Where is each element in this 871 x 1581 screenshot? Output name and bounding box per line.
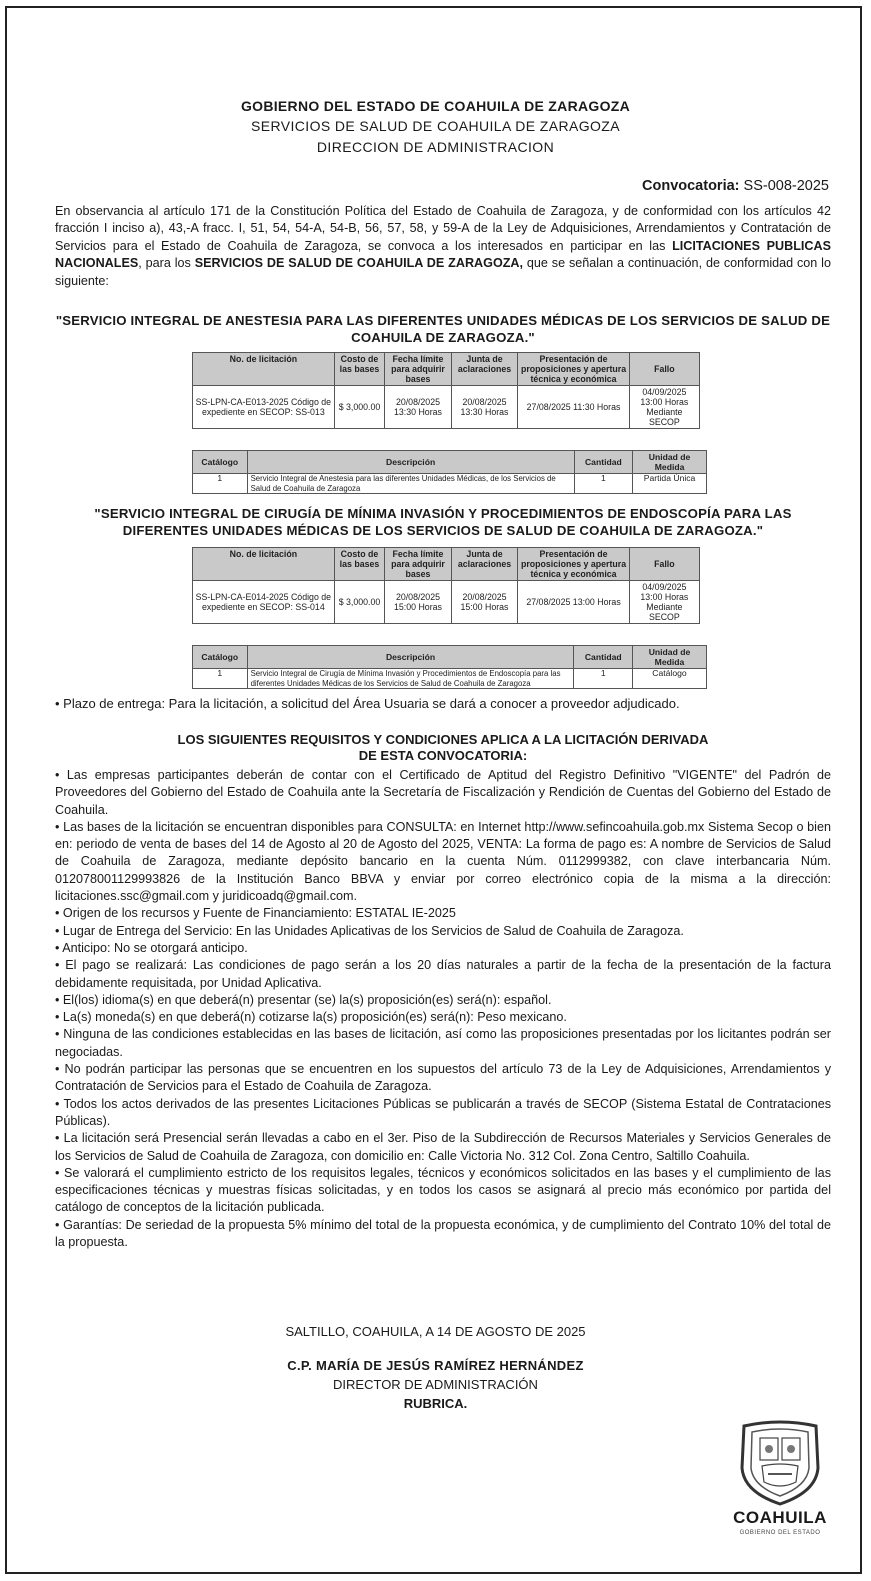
requirements-title-line-2: DE ESTA CONVOCATORIA: — [358, 748, 528, 763]
cell-costo: $ 3,000.00 — [334, 386, 385, 429]
cell-descripcion: Servicio Integral de Anestesia para las diferentes Unidades Médicas, de los Servicios de Salud de Coahuila de Zaragoza — [247, 474, 574, 494]
convocatoria-value: SS-008-2025 — [743, 178, 829, 194]
signer-role: DIRECTOR DE ADMINISTRACIÓN — [333, 1377, 538, 1392]
cell-licitacion: SS-LPN-CA-E014-2025 Código de expediente en SECOP: SS-014 — [193, 581, 335, 624]
cell-fecha-limite: 20/08/2025 13:30 Horas — [385, 386, 451, 429]
coahuila-brand-subtitle: GOBIERNO DEL ESTADO — [739, 1530, 821, 1536]
cell-unidad: Partida Única — [633, 474, 707, 494]
table-row — [193, 386, 700, 429]
cell-presentacion: 27/08/2025 13:00 Horas — [518, 581, 629, 624]
requirement-item: • Las bases de la licitación se encuentran disponibles para CONSULTA: en Internet http://www.sefincoahuila.gob.mx Sistema Secop o bien en: periodo de venta de bases del 14 de Agosto al 20 de Agosto del 2025, VENTA: La forma de pago es: A nombre de Servicios de Salud de Coahuila de Zaragoza, mediante depósito bancario en la cuenta Núm. 0112999382, con clave interbancaria Núm. 012078001129993826 de la Institución Banco BBVA y enviar por correo electrónico copia de la misma a la dirección: licitaciones.ssc@gmail.com y juridicoadq@gmail.com. — [55, 819, 831, 904]
service-title-1: "SERVICIO INTEGRAL DE ANESTESIA PARA LAS DIFERENTES UNIDADES MÉDICAS DE LOS SERVICIOS DE SALUD DE COAHUILA DE ZARAGOZA." — [55, 313, 831, 345]
intro-bold-2: SERVICIOS DE SALUD DE COAHUILA DE ZARAGOZA, — [194, 256, 524, 271]
table-row — [193, 581, 700, 624]
requirements-list — [55, 767, 831, 1251]
cell-unidad: Catálogo — [632, 669, 706, 689]
col-descripcion: Descripción — [247, 646, 574, 669]
cell-catalogo: 1 — [193, 669, 248, 689]
requirement-item: • La licitación será Presencial serán llevadas a cabo en el 3er. Piso de la Subdirección de Recursos Materiales y Servicios Generales de los Servicios de Salud de Coahuila de Zaragoza, con domicilio en: Calle Victoria No. 312 Col. Zona Centro, Saltillo Coahuila. — [55, 1131, 831, 1163]
cell-fallo: 04/09/2025 13:00 Horas Mediante SECOP — [629, 386, 699, 429]
requirement-item: • La(s) moneda(s) en que deberá(n) cotizarse la(s) proposición(es) será(n): Peso mexicano. — [55, 1010, 567, 1025]
signer-name: C.P. MARÍA DE JESÚS RAMÍREZ HERNÁNDEZ — [287, 1358, 584, 1373]
cell-presentacion: 27/08/2025 11:30 Horas — [518, 386, 629, 429]
requirement-item: • Ninguna de las condiciones establecidas en las bases de licitación, así como las proposiciones presentadas por los licitantes podrán ser negociadas. — [55, 1027, 831, 1059]
intro-paragraph — [55, 203, 831, 290]
col-fallo: Fallo — [629, 548, 699, 581]
cell-junta: 20/08/2025 15:00 Horas — [451, 581, 518, 624]
signer-rubrica: RUBRICA. — [403, 1396, 468, 1411]
cell-licitacion: SS-LPN-CA-E013-2025 Código de expediente en SECOP: SS-013 — [193, 386, 335, 429]
requirements-title-line-1: LOS SIGUIENTES REQUISITOS Y CONDICIONES APLICA A LA LICITACIÓN DERIVADA — [177, 732, 709, 747]
requirement-item: • Anticipo: No se otorgará anticipo. — [55, 940, 248, 955]
place-and-date: SALTILLO, COAHUILA, A 14 DE AGOSTO DE 2025 — [285, 1324, 586, 1339]
intro-bold-1: LICITACIONES PUBLICAS NACIONALES — [55, 238, 832, 271]
col-licitacion: No. de licitación — [193, 548, 335, 581]
requirement-item: • Se valorará el cumplimiento estricto de los requisitos legales, técnicos y económicos solicitados en las bases y el cumplimiento de las especificaciones técnicas y muestras físicas solicitadas, y en todos los casos se asignará al precio más económico por partida del catálogo de conceptos de la licitación publicada. — [55, 1165, 831, 1215]
catalog-table-1 — [192, 450, 707, 494]
catalog-table-2 — [192, 645, 707, 689]
service-title-2: "SERVICIO INTEGRAL DE CIRUGÍA DE MÍNIMA INVASIÓN Y PROCEDIMIENTOS DE ENDOSCOPÍA PARA LAS DIFERENTES UNIDADES MÉDICAS DE LOS SERVICIOS DE SALUD DE COAHUILA DE ZARAGOZA." — [94, 506, 792, 538]
coahuila-brand: COAHUILA — [733, 1508, 827, 1527]
requirements-title — [55, 732, 831, 764]
cell-cantidad: 1 — [574, 474, 633, 494]
col-catalogo: Catálogo — [193, 646, 248, 669]
intro-text-2: , para los — [138, 256, 195, 271]
table-row — [193, 474, 707, 494]
col-catalogo: Catálogo — [193, 451, 248, 474]
col-cantidad: Cantidad — [574, 646, 632, 669]
col-costo: Costo de las bases — [334, 353, 385, 386]
cell-junta: 20/08/2025 13:30 Horas — [451, 386, 518, 429]
col-descripcion: Descripción — [247, 451, 574, 474]
requirement-item: • Lugar de Entrega del Servicio: En las Unidades Aplicativas de los Servicios de Salud de Coahuila de Zaragoza. — [55, 923, 684, 938]
col-presentacion: Presentación de proposiciones y apertura técnica y económica — [518, 353, 629, 386]
cell-fecha-limite: 20/08/2025 15:00 Horas — [385, 581, 451, 624]
table-row — [193, 669, 707, 689]
licitacion-table-1 — [192, 352, 700, 429]
cell-descripcion: Servicio Integral de Cirugía de Mínima Invasión y Procedimientos de Endoscopía para las diferentes Unidades Médicas de los Servicios de Salud de Coahuila de Zaragoza — [247, 669, 574, 689]
requirement-item: • Garantías: De seriedad de la propuesta 5% mínimo del total de la propuesta económica, y de cumplimiento del Contrato 10% del total de la propuesta. — [55, 1217, 831, 1250]
cell-fallo: 04/09/2025 13:00 Horas Mediante SECOP — [629, 581, 699, 624]
requirement-item: • Todos los actos derivados de las presentes Licitaciones Públicas se publicarán a través de SECOP (Sistema Estatal de Contrataciones Públicas). — [55, 1096, 831, 1128]
cell-cantidad: 1 — [574, 669, 632, 689]
col-unidad: Unidad de Medida — [633, 451, 707, 474]
col-costo: Costo de las bases — [334, 548, 385, 581]
col-fecha-limite: Fecha límite para adquirir bases — [385, 548, 451, 581]
requirement-item: • El pago se realizará: Las condiciones de pago serán a los 20 días naturales a partir de la fecha de la presentación de la factura debidamente requisitada, por Unidad Aplicativa. — [55, 958, 831, 990]
requirement-item: • El(los) idioma(s) en que deberá(n) presentar (se) la(s) proposición(es) será(n): español. — [55, 992, 552, 1007]
delivery-term: • Plazo de entrega: Para la licitación, a solicitud del Área Usuaria se dará a conocer a proveedor adjudicado. — [55, 696, 680, 711]
col-unidad: Unidad de Medida — [632, 646, 706, 669]
licitacion-table-2 — [192, 547, 700, 624]
convocatoria-label: Convocatoria: — [642, 178, 740, 194]
cell-costo: $ 3,000.00 — [334, 581, 385, 624]
requirement-item: • No podrán participar las personas que se encuentren en los supuestos del artículo 73 de la Ley de Adquisiciones, Arrendamientos y Contratación de Servicios para el Estado de Coahuila de Zaragoza. — [55, 1062, 831, 1094]
col-junta: Junta de aclaraciones — [451, 353, 518, 386]
coahuila-coat-of-arms-icon — [730, 1418, 830, 1508]
convocatoria-number — [642, 178, 829, 194]
header-health-services: SERVICIOS DE SALUD DE COAHUILA DE ZARAGOZA — [251, 118, 620, 134]
intro-text-3: que se señalan a continuación, de conformidad con lo siguiente: — [55, 256, 831, 288]
col-licitacion: No. de licitación — [193, 353, 335, 386]
requirement-item: • Origen de los recursos y Fuente de Financiamiento: ESTATAL IE-2025 — [55, 906, 456, 921]
cell-catalogo: 1 — [193, 474, 248, 494]
col-fallo: Fallo — [629, 353, 699, 386]
intro-text-1: En observancia al artículo 171 de la Constitución Política del Estado de Coahuila de Zaragoza, y de conformidad con los artículos 42 fracción I inciso a), 43,-A fracc. I, 51, 54, 54-A, 54-B, 56, 57, 58, y 59-A de la Ley de Adquisiciones, Arrendamientos y Contratación de Servicios para el Estado de Coahuila de Zaragoza, se convoca a los interesados en participar en las — [55, 204, 831, 253]
col-cantidad: Cantidad — [574, 451, 633, 474]
col-junta: Junta de aclaraciones — [451, 548, 518, 581]
col-fecha-limite: Fecha límite para adquirir bases — [385, 353, 451, 386]
header-administration: DIRECCION DE ADMINISTRACION — [316, 139, 555, 155]
header-government: GOBIERNO DEL ESTADO DE COAHUILA DE ZARAGOZA — [240, 98, 631, 114]
requirement-item: • Las empresas participantes deberán de contar con el Certificado de Aptitud del Registro Definitivo "VIGENTE" del Padrón de Proveedores del Gobierno del Estado de Coahuila ante la Secretaría de Fiscalización y Rendición de Cuentas del Gobierno del Estado de Coahuila. — [55, 768, 831, 817]
col-presentacion: Presentación de proposiciones y apertura técnica y económica — [518, 548, 629, 581]
